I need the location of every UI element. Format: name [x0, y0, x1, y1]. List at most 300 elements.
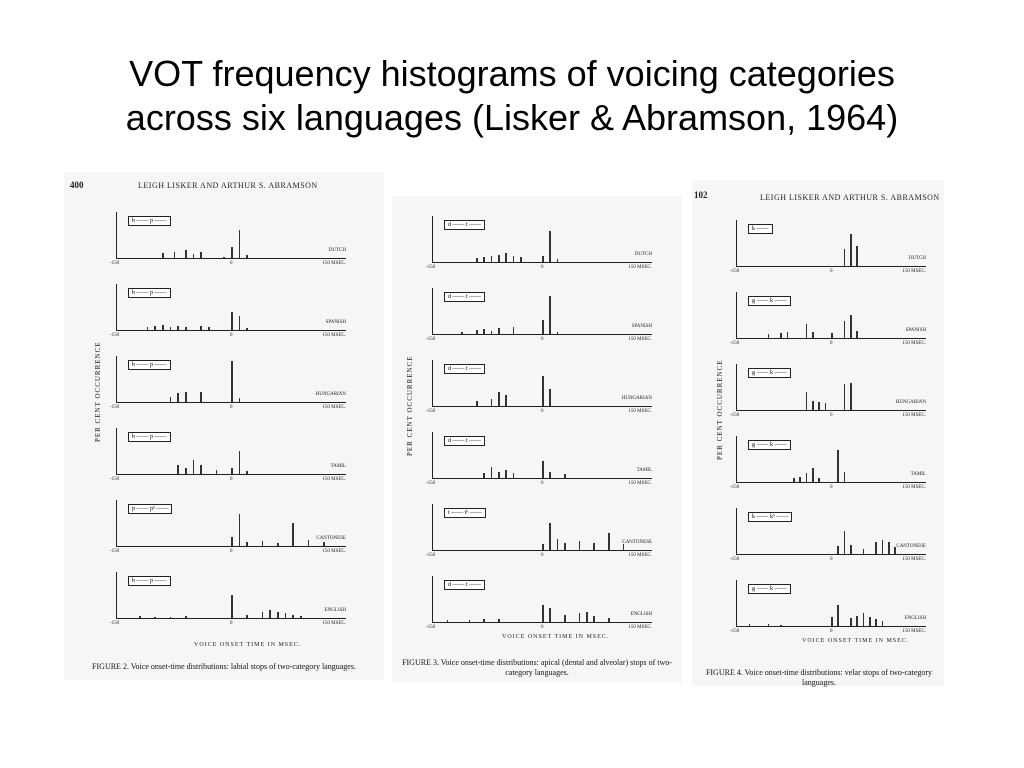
category-legend: d —— t —— — [444, 292, 485, 302]
histogram-bar — [882, 540, 884, 554]
category-legend: d —— t —— — [444, 364, 485, 374]
y-axis — [736, 436, 737, 482]
language-label: CANTONESE — [622, 540, 652, 545]
tick-label-zero: 0 — [830, 557, 833, 562]
x-axis — [736, 338, 926, 339]
x-axis — [432, 262, 652, 263]
histogram-bar — [831, 333, 833, 338]
histogram-bar — [869, 617, 871, 626]
category-legend: b —— p —— — [128, 216, 171, 226]
histogram-bar — [308, 540, 310, 546]
tick-label-left: -150 — [110, 261, 120, 266]
language-label: HUNGARIAN — [621, 396, 652, 401]
histogram-bar — [844, 321, 846, 338]
tick-label-zero: 0 — [230, 261, 233, 266]
histogram-bar — [513, 256, 515, 262]
histogram-panel-english — [730, 580, 926, 634]
histogram-bar — [246, 615, 248, 618]
histogram-bar — [231, 537, 233, 546]
histogram-bar — [498, 472, 500, 478]
histogram-panel-spanish — [110, 284, 346, 338]
histogram-bar — [277, 612, 279, 618]
category-legend: g —— k —— — [748, 368, 791, 378]
histogram-panel-hungarian — [730, 364, 926, 418]
histogram-bar — [239, 398, 241, 402]
x-axis — [432, 478, 652, 479]
category-legend: g —— k —— — [748, 584, 791, 594]
histogram-bar — [491, 331, 493, 334]
histogram-bar — [825, 403, 827, 410]
histogram-bar — [200, 326, 202, 330]
histogram-panel-tamil — [110, 428, 346, 482]
histogram-bar — [231, 595, 233, 618]
tick-label-right: 150 MSEC. — [322, 477, 346, 482]
histogram-bar — [579, 613, 581, 622]
x-axis — [116, 618, 346, 619]
histogram-bar — [476, 258, 478, 262]
x-axis — [116, 402, 346, 403]
histogram-bar — [139, 616, 141, 618]
histogram-bar — [193, 460, 195, 474]
histogram-bar — [208, 327, 210, 330]
histogram-bar — [239, 230, 241, 258]
histogram-bar — [793, 478, 795, 482]
figure-caption: FIGURE 3. Voice onset-time distributions: apical (dental and alveolar) stops of two-category languages. — [402, 658, 672, 677]
histogram-bar — [608, 618, 610, 622]
tick-label-zero: 0 — [541, 337, 544, 342]
language-label: DUTCH — [634, 252, 652, 257]
tick-label-left: -150 — [110, 621, 120, 626]
histogram-bar — [292, 523, 294, 546]
x-axis — [116, 546, 346, 547]
category-legend: b —— p —— — [128, 432, 171, 442]
histogram-bar — [498, 619, 500, 622]
y-axis — [736, 220, 737, 266]
histogram-bar — [277, 543, 279, 546]
histogram-bar — [749, 624, 751, 626]
histogram-bar — [608, 533, 610, 550]
histogram-bar — [476, 401, 478, 406]
histogram-panel-cantonese — [426, 504, 652, 558]
histogram-bar — [200, 392, 202, 402]
histogram-bar — [185, 250, 187, 258]
x-axis — [116, 474, 346, 475]
histogram-bar — [549, 389, 551, 406]
tick-label-zero: 0 — [541, 481, 544, 486]
category-legend: k —— — [748, 224, 773, 234]
histogram-bar — [461, 332, 463, 334]
tick-label-right: 150 MSEC. — [322, 621, 346, 626]
histogram-bar — [837, 450, 839, 482]
tick-label-left: -150 — [730, 413, 740, 418]
histogram-bar — [246, 471, 248, 474]
histogram-bar — [564, 543, 566, 550]
histogram-bar — [147, 327, 149, 330]
histogram-bar — [170, 327, 172, 330]
tick-label-left: -150 — [730, 557, 740, 562]
histogram-bar — [780, 625, 782, 626]
tick-label-zero: 0 — [541, 265, 544, 270]
y-axis — [116, 284, 117, 330]
figure-2-scan — [64, 172, 384, 680]
tick-label-right: 150 MSEC. — [902, 413, 926, 418]
y-axis — [432, 360, 433, 406]
histogram-bar — [542, 544, 544, 550]
histogram-bar — [483, 257, 485, 262]
tick-label-zero: 0 — [541, 625, 544, 630]
histogram-bar — [483, 473, 485, 478]
histogram-bar — [557, 259, 559, 262]
histogram-bar — [850, 545, 852, 554]
x-axis — [432, 334, 652, 335]
histogram-bar — [174, 252, 176, 258]
language-label: ENGLISH — [324, 608, 346, 613]
histogram-bar — [505, 253, 507, 262]
histogram-bar — [498, 392, 500, 406]
x-axis — [432, 406, 652, 407]
histogram-bar — [323, 542, 325, 546]
tick-label-left: -150 — [730, 629, 740, 634]
tick-label-zero: 0 — [230, 477, 233, 482]
tick-label-zero: 0 — [230, 405, 233, 410]
histogram-bar — [177, 326, 179, 330]
y-axis — [116, 572, 117, 618]
histogram-bar — [193, 254, 195, 258]
histogram-bar — [844, 384, 846, 410]
language-label: TAMIL — [636, 468, 652, 473]
running-head: LEIGH LISKER AND ARTHUR S. ABRAMSON — [760, 193, 940, 202]
category-legend: k —— kʰ —— — [748, 512, 792, 522]
histogram-bar — [564, 474, 566, 478]
y-axis — [432, 432, 433, 478]
histogram-bar — [200, 252, 202, 258]
histogram-panel-dutch — [426, 216, 652, 270]
histogram-bar — [768, 624, 770, 626]
histogram-bar — [850, 383, 852, 410]
tick-label-right: 150 MSEC. — [902, 629, 926, 634]
histogram-bar — [491, 256, 493, 262]
tick-label-zero: 0 — [230, 333, 233, 338]
tick-label-zero: 0 — [830, 341, 833, 346]
histogram-bar — [787, 332, 789, 338]
tick-label-right: 150 MSEC. — [628, 337, 652, 342]
language-label: CANTONESE — [896, 544, 926, 549]
histogram-bar — [239, 316, 241, 330]
language-label: SPANISH — [905, 328, 926, 333]
histogram-bar — [476, 330, 478, 334]
histogram-bar — [850, 315, 852, 338]
histogram-panel-spanish — [730, 292, 926, 346]
tick-label-left: -150 — [110, 477, 120, 482]
histogram-bar — [162, 325, 164, 330]
histogram-bar — [812, 332, 814, 338]
histogram-bar — [300, 616, 302, 618]
y-axis-label: PER CENT OCCURRENCE — [406, 355, 414, 456]
x-axis-label: VOICE ONSET TIME IN MSEC. — [802, 638, 910, 644]
tick-label-right: 150 MSEC. — [322, 261, 346, 266]
tick-label-left: -150 — [426, 553, 436, 558]
tick-label-zero: 0 — [830, 413, 833, 418]
figure-3-scan — [392, 196, 682, 682]
y-axis — [736, 292, 737, 338]
tick-label-zero: 0 — [541, 553, 544, 558]
histogram-bar — [292, 615, 294, 618]
histogram-panel-dutch — [110, 212, 346, 266]
slide-title-line-2: across six languages (Lisker & Abramson, 1964) — [125, 97, 899, 138]
histogram-bar — [262, 541, 264, 546]
histogram-bar — [856, 616, 858, 626]
histogram-bar — [579, 541, 581, 550]
histogram-bar — [216, 470, 218, 474]
category-legend: b —— p —— — [128, 288, 171, 298]
histogram-panel-hungarian — [110, 356, 346, 410]
y-axis-label: PER CENT OCCURRENCE — [716, 359, 724, 460]
category-legend: b —— p —— — [128, 360, 171, 370]
language-label: TAMIL — [330, 464, 346, 469]
tick-label-left: -150 — [110, 333, 120, 338]
histogram-bar — [542, 320, 544, 334]
histogram-panel-tamil — [730, 436, 926, 490]
slide-title-line-1: VOT frequency histograms of voicing categories — [129, 53, 895, 94]
histogram-bar — [549, 472, 551, 478]
histogram-bar — [447, 620, 449, 622]
histogram-bar — [200, 465, 202, 474]
slide-title — [0, 52, 1024, 140]
histogram-bar — [818, 478, 820, 482]
histogram-bar — [549, 523, 551, 550]
y-axis — [116, 500, 117, 546]
y-axis — [736, 364, 737, 410]
x-axis — [432, 550, 652, 551]
histogram-bar — [806, 473, 808, 482]
histogram-bar — [875, 619, 877, 626]
histogram-bar — [557, 332, 559, 334]
histogram-bar — [799, 477, 801, 482]
histogram-bar — [483, 329, 485, 334]
running-head: LEIGH LISKER AND ARTHUR S. ABRAMSON — [138, 181, 318, 190]
tick-label-left: -150 — [730, 341, 740, 346]
histogram-bar — [863, 613, 865, 626]
histogram-bar — [483, 619, 485, 622]
language-label: ENGLISH — [904, 616, 926, 621]
histogram-bar — [513, 327, 515, 334]
language-label: CANTONESE — [316, 536, 346, 541]
y-axis — [736, 580, 737, 626]
y-axis — [116, 212, 117, 258]
tick-label-zero: 0 — [830, 485, 833, 490]
language-label: DUTCH — [908, 256, 926, 261]
y-axis-label: PER CENT OCCURRENCE — [94, 341, 102, 442]
histogram-bar — [837, 546, 839, 554]
tick-label-left: -150 — [426, 337, 436, 342]
histogram-bar — [285, 613, 287, 618]
category-legend: t —— tʰ —— — [444, 508, 486, 518]
histogram-panel-dutch — [730, 220, 926, 274]
tick-label-left: -150 — [426, 481, 436, 486]
histogram-bar — [498, 255, 500, 262]
histogram-bar — [586, 612, 588, 622]
category-legend: d —— t —— — [444, 580, 485, 590]
histogram-bar — [269, 610, 271, 618]
tick-label-zero: 0 — [230, 549, 233, 554]
y-axis — [116, 356, 117, 402]
histogram-bar — [806, 392, 808, 410]
tick-label-right: 150 MSEC. — [628, 265, 652, 270]
tick-label-left: -150 — [426, 265, 436, 270]
histogram-bar — [177, 465, 179, 474]
x-axis — [116, 330, 346, 331]
histogram-bar — [542, 256, 544, 262]
language-label: SPANISH — [631, 324, 652, 329]
histogram-bar — [549, 296, 551, 334]
histogram-bar — [856, 331, 858, 338]
histogram-bar — [469, 620, 471, 622]
tick-label-left: -150 — [426, 409, 436, 414]
histogram-bar — [844, 249, 846, 266]
language-label: SPANISH — [325, 320, 346, 325]
histogram-bar — [564, 615, 566, 622]
histogram-bar — [170, 397, 172, 402]
histogram-bar — [246, 328, 248, 330]
tick-label-right: 150 MSEC. — [628, 553, 652, 558]
y-axis — [432, 216, 433, 262]
histogram-bar — [505, 395, 507, 406]
histogram-bar — [844, 472, 846, 482]
histogram-bar — [557, 539, 559, 550]
x-axis-label: VOICE ONSET TIME IN MSEC. — [194, 642, 302, 648]
x-axis-label: VOICE ONSET TIME IN MSEC. — [502, 634, 610, 640]
histogram-panel-tamil — [426, 432, 652, 486]
histogram-bar — [806, 324, 808, 338]
histogram-bar — [844, 531, 846, 554]
histogram-bar — [549, 608, 551, 622]
tick-label-right: 150 MSEC. — [902, 269, 926, 274]
tick-label-left: -150 — [110, 549, 120, 554]
y-axis — [432, 504, 433, 550]
histogram-bar — [513, 473, 515, 478]
histogram-bar — [262, 612, 264, 618]
histogram-bar — [491, 399, 493, 406]
category-legend: d —— t —— — [444, 220, 485, 230]
tick-label-right: 150 MSEC. — [322, 405, 346, 410]
category-legend: d —— t —— — [444, 436, 485, 446]
histogram-bar — [768, 334, 770, 338]
histogram-bar — [888, 542, 890, 554]
histogram-bar — [856, 246, 858, 266]
x-axis — [736, 410, 926, 411]
histogram-bar — [185, 468, 187, 474]
histogram-bar — [818, 402, 820, 410]
tick-label-zero: 0 — [830, 269, 833, 274]
histogram-bar — [231, 247, 233, 259]
histogram-bar — [549, 231, 551, 262]
y-axis — [736, 508, 737, 554]
tick-label-right: 150 MSEC. — [902, 557, 926, 562]
histogram-bar — [505, 470, 507, 478]
tick-label-left: -150 — [110, 405, 120, 410]
y-axis — [432, 288, 433, 334]
histogram-bar — [542, 376, 544, 406]
histogram-bar — [154, 326, 156, 330]
histogram-bar — [491, 467, 493, 478]
tick-label-right: 150 MSEC. — [902, 485, 926, 490]
histogram-bar — [542, 461, 544, 478]
tick-label-right: 150 MSEC. — [322, 333, 346, 338]
category-legend: b —— p —— — [128, 576, 171, 586]
x-axis — [432, 622, 652, 623]
language-label: HUNGARIAN — [315, 392, 346, 397]
histogram-bar — [812, 401, 814, 410]
histogram-bar — [875, 542, 877, 554]
figure-caption: FIGURE 2. Voice onset-time distributions: labial stops of two-category languages. — [92, 662, 356, 671]
language-label: TAMIL — [910, 472, 926, 477]
language-label: DUTCH — [328, 248, 346, 253]
tick-label-zero: 0 — [541, 409, 544, 414]
language-label: ENGLISH — [630, 612, 652, 617]
histogram-panel-cantonese — [110, 500, 346, 554]
figure-4-scan — [692, 180, 944, 686]
figure-caption: FIGURE 4. Voice onset-time distributions: velar stops of two-category languages. — [705, 668, 933, 687]
histogram-bar — [837, 605, 839, 626]
histogram-bar — [831, 617, 833, 626]
histogram-bar — [882, 621, 884, 626]
histogram-bar — [223, 257, 225, 258]
histogram-bar — [850, 234, 852, 266]
tick-label-left: -150 — [426, 625, 436, 630]
histogram-bar — [863, 549, 865, 554]
tick-label-right: 150 MSEC. — [902, 341, 926, 346]
histogram-bar — [812, 468, 814, 482]
histogram-bar — [246, 542, 248, 546]
histogram-panel-cantonese — [730, 508, 926, 562]
tick-label-left: -150 — [730, 485, 740, 490]
histogram-panel-hungarian — [426, 360, 652, 414]
x-axis — [736, 266, 926, 267]
histogram-bar — [239, 514, 241, 546]
tick-label-zero: 0 — [830, 629, 833, 634]
category-legend: p —— pʰ —— — [128, 504, 172, 514]
histogram-panel-spanish — [426, 288, 652, 342]
histogram-bar — [593, 616, 595, 622]
histogram-bar — [185, 392, 187, 402]
tick-label-right: 150 MSEC. — [628, 481, 652, 486]
tick-label-zero: 0 — [230, 621, 233, 626]
histogram-bar — [623, 544, 625, 550]
histogram-bar — [239, 451, 241, 474]
page-number: 400 — [70, 180, 84, 190]
histogram-bar — [231, 468, 233, 474]
y-axis — [116, 428, 117, 474]
histogram-bar — [246, 255, 248, 258]
histogram-bar — [170, 617, 172, 618]
histogram-bar — [542, 605, 544, 622]
histogram-panel-english — [426, 576, 652, 630]
histogram-bar — [498, 328, 500, 334]
histogram-panel-english — [110, 572, 346, 626]
histogram-bar — [185, 327, 187, 330]
histogram-bar — [780, 333, 782, 338]
y-axis — [432, 576, 433, 622]
category-legend: g —— k —— — [748, 296, 791, 306]
x-axis — [736, 482, 926, 483]
histogram-bar — [231, 312, 233, 330]
tick-label-right: 150 MSEC. — [628, 625, 652, 630]
x-axis — [736, 554, 926, 555]
histogram-bar — [850, 618, 852, 626]
x-axis — [116, 258, 346, 259]
histogram-bar — [520, 257, 522, 262]
histogram-bar — [154, 617, 156, 618]
